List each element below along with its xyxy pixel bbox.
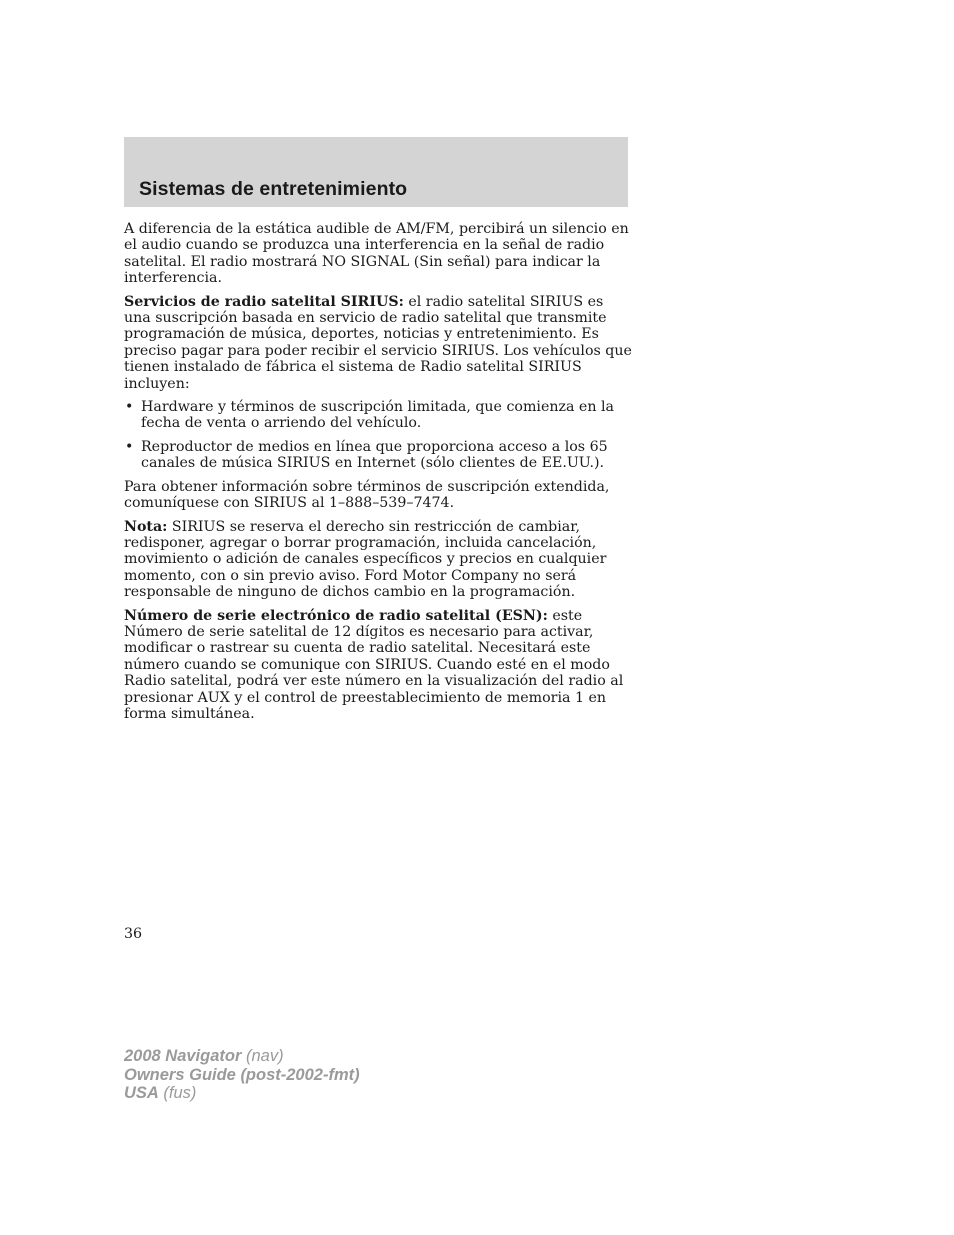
- paragraph-esn: [124, 608, 632, 723]
- sirius-services-lead: Servicios de radio satelital SIRIUS:: [124, 293, 404, 310]
- footer-model: 2008 Navigator: [124, 1047, 242, 1065]
- footer-model-code: (nav): [241, 1047, 284, 1065]
- list-item-text: Hardware y términos de suscripción limitada, que comienza en la fecha de venta o arriendo del vehículo.: [141, 399, 614, 432]
- footer-guide: Owners Guide (post-2002-fmt): [124, 1065, 360, 1084]
- page-content: [124, 221, 632, 729]
- section-header-band: [124, 137, 628, 207]
- document-footer: [124, 1047, 360, 1103]
- sirius-services-text: el radio satelital SIRIUS es una suscripción basada en servicio de radio satelital que transmite programación de música, deportes, noticias y entretenimiento. Es preciso pagar para poder recibir el servicio SIRIUS. Los vehículos que tienen instalado de fábrica el sistema de Radio satelital SIRIUS incluyen:: [124, 293, 632, 392]
- paragraph-signal-interference: A diferencia de la estática audible de AM/FM, percibirá un silencio en el audio cuando se produzca una interferencia en la señal de radio satelital. El radio mostrará NO SIGNAL (Sin señal) para indicar la interferencia.: [124, 221, 629, 287]
- footer-line-region: [124, 1084, 360, 1103]
- paragraph-extended-subscription: Para obtener información sobre términos de suscripción extendida, comuníquese con SIRIUS al 1–888–539–7474.: [124, 478, 610, 512]
- note-lead: Nota:: [124, 518, 168, 535]
- esn-lead: Número de serie electrónico de radio satelital (ESN):: [124, 607, 548, 624]
- list-item-text: Reproductor de medios en línea que proporciona acceso a los 65 canales de música SIRIUS en Internet (sólo clientes de EE.UU.).: [141, 438, 608, 472]
- included-features-list: [124, 399, 632, 472]
- footer-region: USA: [124, 1084, 159, 1102]
- list-item: [124, 439, 632, 472]
- footer-line-model: [124, 1047, 360, 1066]
- section-title: Sistemas de entretenimiento: [139, 178, 408, 200]
- esn-text: este Número de serie satelital de 12 dígitos es necesario para activar, modificar o rastrear su cuenta de radio satelital. Necesitará este número cuando se comunique con SIRIUS. Cuando esté en el modo Radio satelital, podrá ver este número en la visualización del radio al presionar AUX y el control de preestablecimiento de memoria 1 en forma simultánea.: [124, 607, 624, 722]
- paragraph-sirius-services: [124, 294, 632, 392]
- bullet-icon: •: [125, 399, 134, 416]
- note-text: SIRIUS se reserva el derecho sin restricción de cambiar, redisponer, agregar o borrar programación, incluida cancelación, movimiento o adición de canales específicos y precios en cualquier momento, con o sin previo aviso. Ford Motor Company no será responsable de ninguno de dichos cambio en la programación.: [124, 518, 607, 601]
- footer-line-guide: [124, 1066, 360, 1085]
- page-number: 36: [124, 926, 143, 942]
- paragraph-note: [124, 519, 632, 601]
- footer-region-code: (fus): [158, 1084, 197, 1102]
- bullet-icon: •: [125, 438, 134, 455]
- list-item: [124, 399, 632, 432]
